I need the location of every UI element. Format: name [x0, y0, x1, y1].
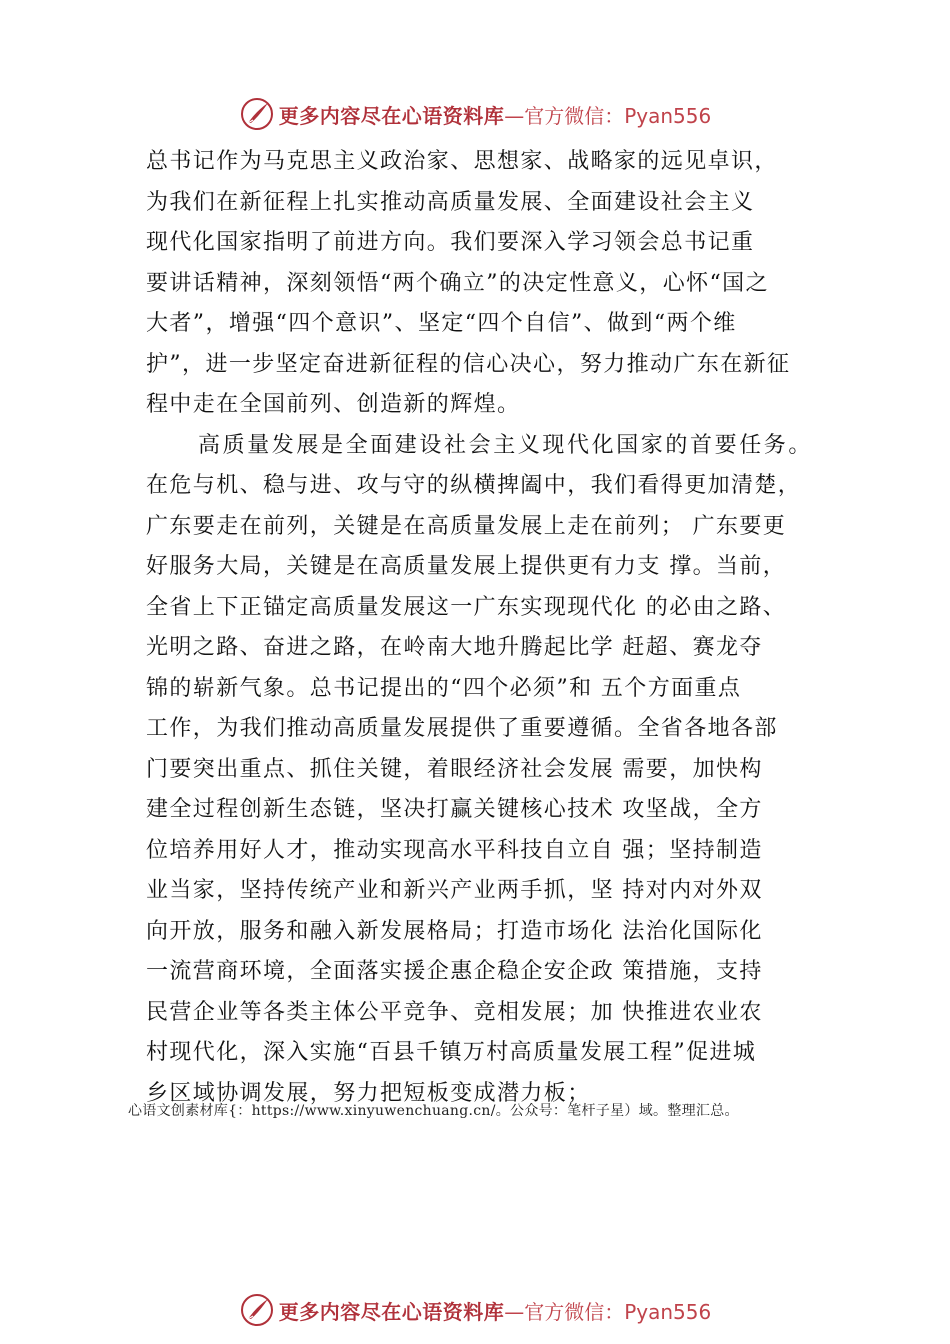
body-line: 乡区域协调发展，努力把短板变成潜力板； [146, 1080, 591, 1106]
banner-site-text: 更多内容尽在心语资料库 [278, 1299, 505, 1324]
article-body [146, 142, 866, 1114]
body-line: 广东要走在前列，关键是在高质量发展上走在前列； 广东要更 [146, 513, 787, 539]
banner-wechat-text: —官方微信：Pyan556 [504, 1299, 712, 1324]
body-line: 要讲话精神，深刻领悟“两个确立”的决定性意义，心怀“国之 [146, 270, 769, 296]
quill-pen-logo-icon [239, 96, 275, 132]
body-line: 程中走在全国前列、创造新的辉煌。 [146, 392, 521, 417]
body-line: 门要突出重点、抓住关键，着眼经济社会发展 需要，加快构 [146, 756, 763, 782]
source-note: 心语文创素材库{：https://www.xinyuwenchuang.cn/。公众号：笔杆子星）域。整理汇总。 [128, 1103, 739, 1119]
quill-pen-logo-icon [239, 1292, 275, 1328]
body-line: 业当家，坚持传统产业和新兴产业两手抓，坚 持对内对外双 [146, 878, 763, 903]
paragraph-start-line: 高质量发展是全面建设社会主义现代化国家的首要任务。 [198, 432, 814, 458]
banner-wechat-text: —官方微信：Pyan556 [504, 103, 712, 128]
body-line: 向开放，服务和融入新发展格局；打造市场化 法治化国际化 [146, 918, 763, 944]
body-line: 锦的崭新气象。总书记提出的“四个必须”和 五个方面重点 [146, 675, 742, 701]
body-line: 工作，为我们推动高质量发展提供了重要遵循。全省各地各部 [146, 716, 778, 741]
body-line: 护”，进一步坚定奋进新征程的信心决心，努力推动广东在新征 [146, 351, 791, 377]
footer-banner [0, 1288, 950, 1332]
body-line: 在危与机、稳与进、攻与守的纵横捭阖中，我们看得更加清楚， [146, 473, 802, 498]
body-line: 建全过程创新生态链，坚决打赢关键核心技术 攻坚战，全方 [146, 797, 763, 822]
header-banner [0, 92, 950, 136]
body-line: 为我们在新征程上扎实推动高质量发展、全面建设社会主义 [146, 189, 755, 215]
body-line: 总书记作为马克思主义政治家、思想家、战略家的远见卓识， [146, 149, 778, 174]
body-line: 位培养用好人才，推动实现高水平科技自立自 强；坚持制造 [146, 837, 763, 863]
body-line: 村现代化，深入实施“百县千镇万村高质量发展工程”促进城 [146, 1040, 757, 1065]
body-line: 现代化国家指明了前进方向。我们要深入学习领会总书记重 [146, 230, 755, 255]
body-line: 一流营商环境，全面落实援企惠企稳企安企政 策措施，支持 [146, 959, 763, 984]
body-line: 大者”，增强“四个意识”、坚定“四个自信”、做到“两个维 [146, 311, 737, 336]
body-line: 民营企业等各类主体公平竞争、竞相发展；加 快推进农业农 [146, 999, 763, 1025]
body-line: 光明之路、奋进之路，在岭南大地升腾起比学 赶超、赛龙夺 [146, 635, 763, 660]
body-line: 好服务大局，关键是在高质量发展上提供更有力支 撑。当前， [146, 554, 787, 579]
banner-site-text: 更多内容尽在心语资料库 [278, 103, 505, 128]
body-line: 全省上下正锚定高质量发展这一广东实现现代化 的必由之路、 [146, 594, 787, 620]
